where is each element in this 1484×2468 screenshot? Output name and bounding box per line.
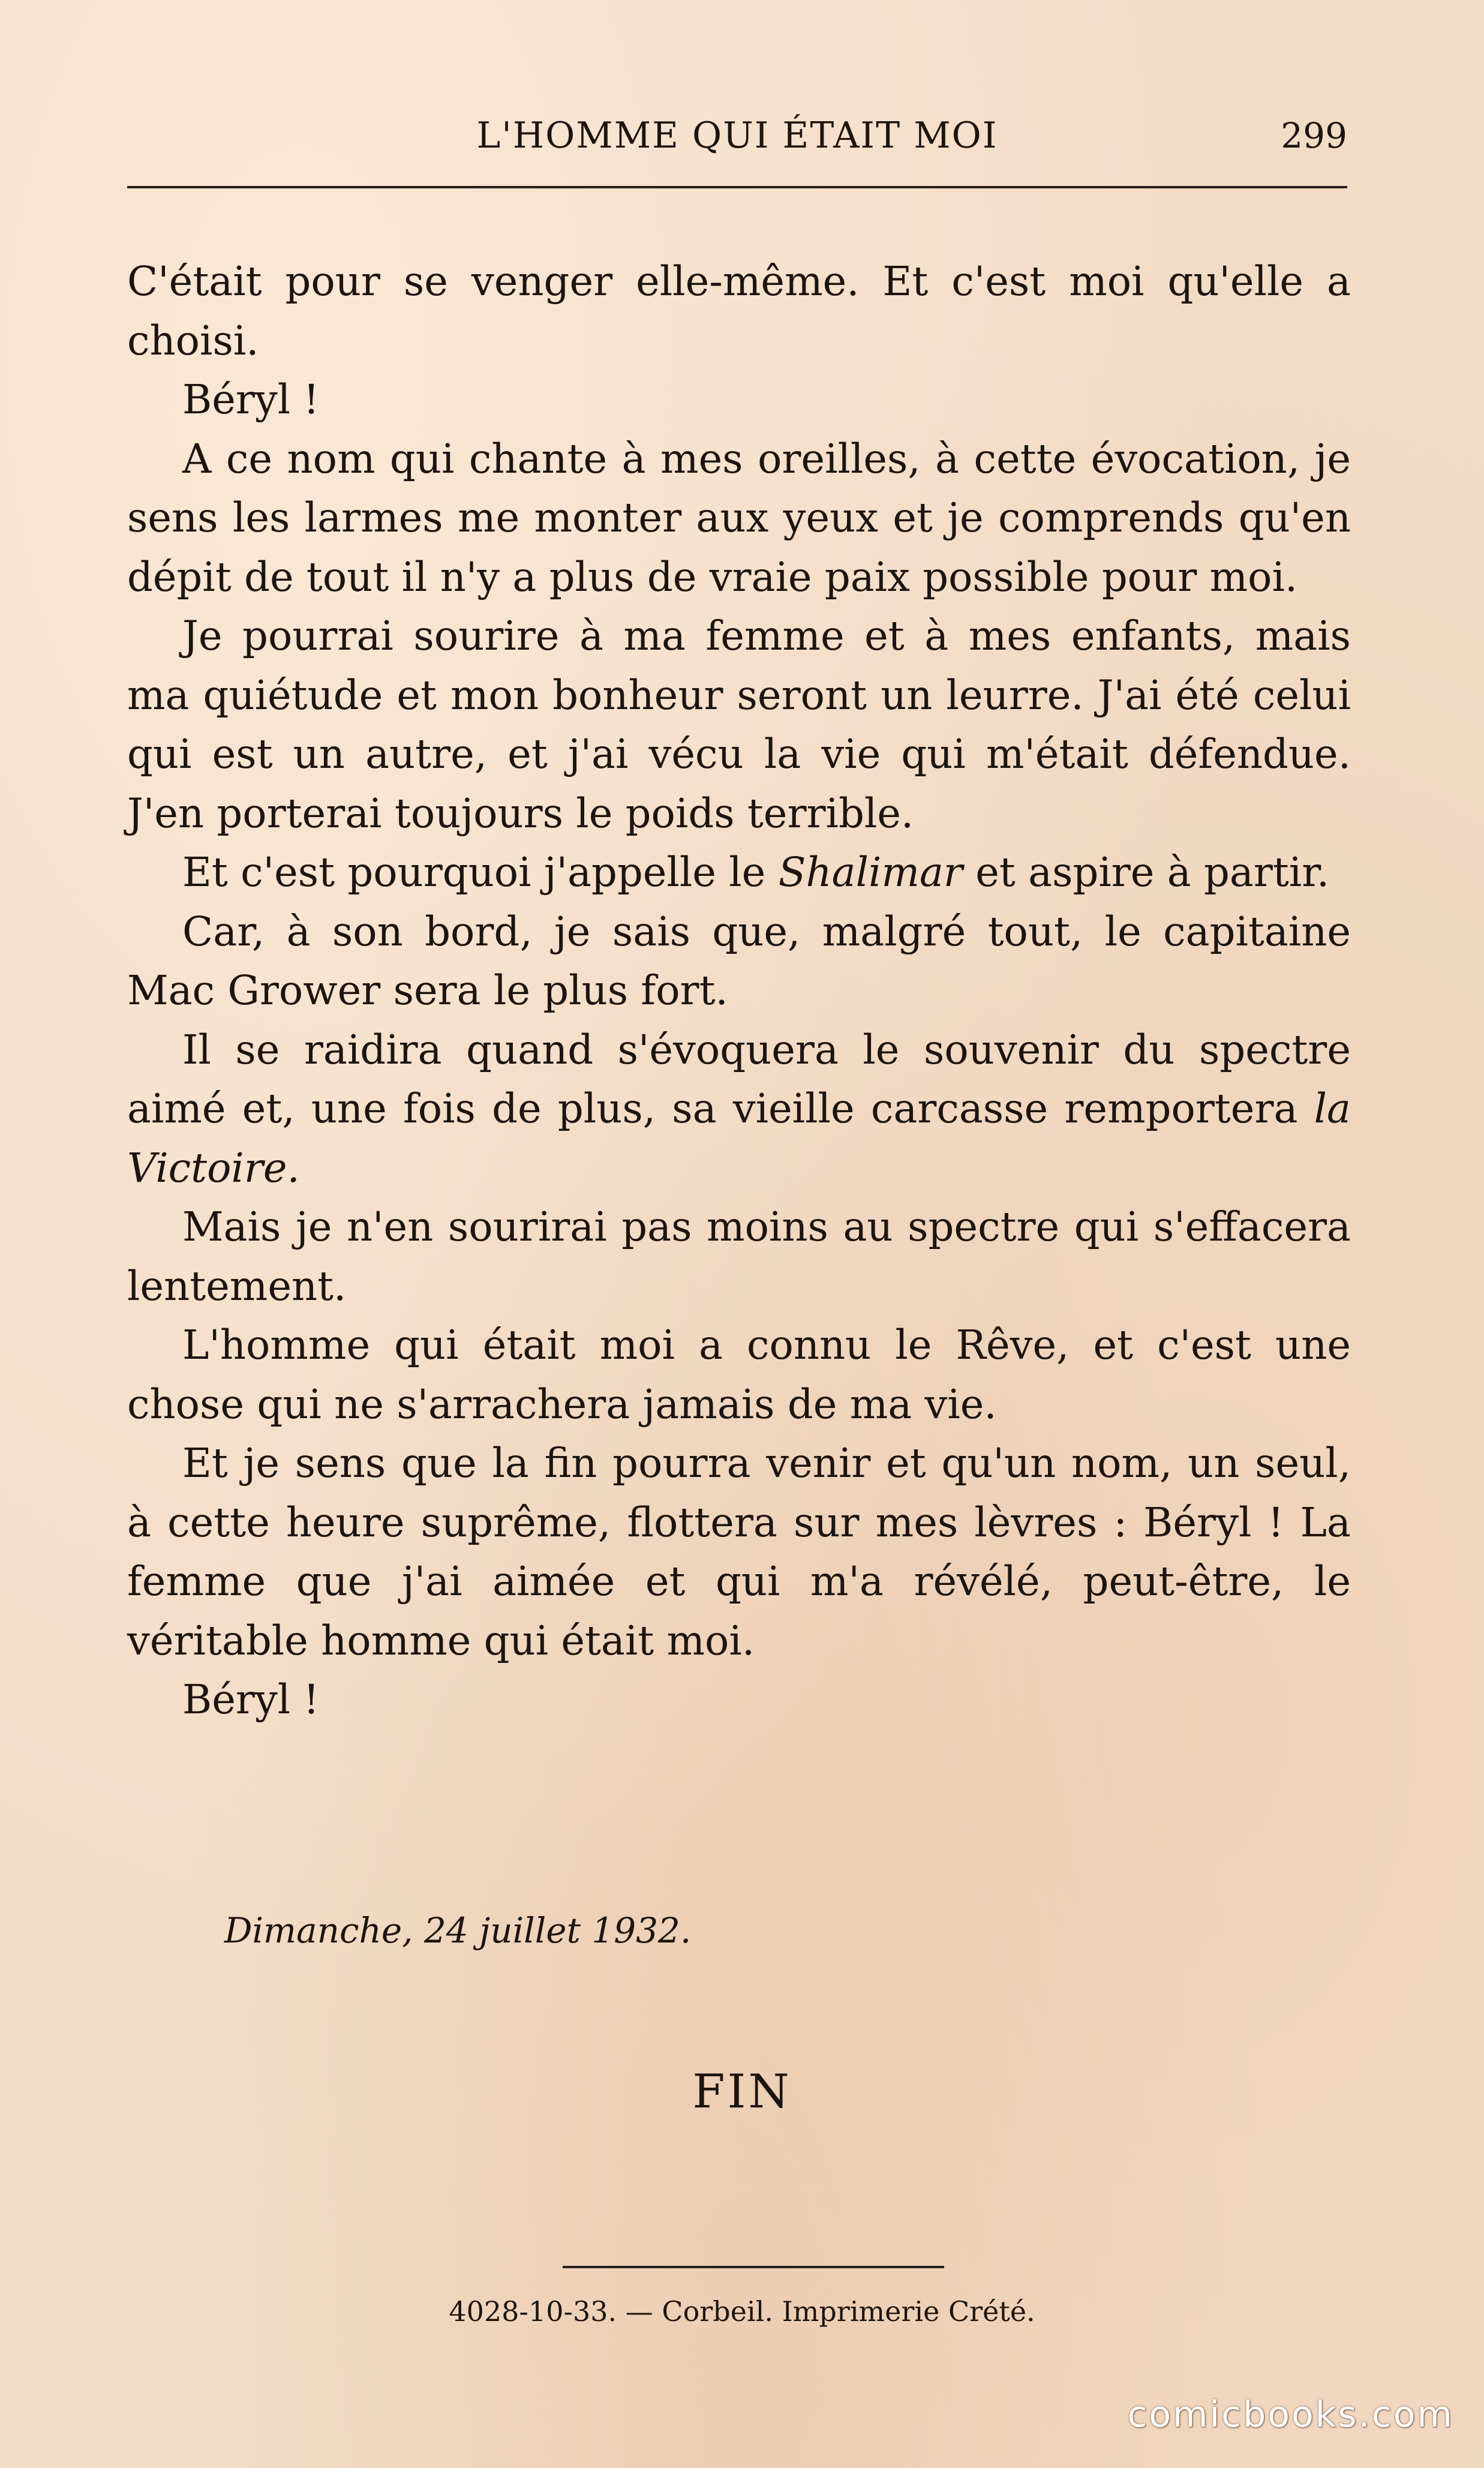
paragraph bbox=[127, 252, 1351, 370]
footer-rule bbox=[563, 2266, 944, 2268]
body-text bbox=[127, 252, 1351, 1730]
text-run: Il se raidira quand s'évoquera le souvenir du spectre aimé et, une fois de plus, sa vieille carcasse remportera bbox=[127, 1026, 1351, 1132]
text-run: Je pourrai sourire à ma femme et à mes enfants, mais ma quiétude et mon bonheur seront un leurre. J'ai été celui qui est un autre, et j'ai vécu la vie qui m'était défendue. J'en porterai toujours le poids terrible. bbox=[127, 613, 1351, 837]
text-run: Et c'est pourquoi j'appelle le bbox=[182, 849, 779, 896]
text-run: Car, à son bord, je sais que, malgré tout, le capitaine Mac Grower sera le plus fort. bbox=[127, 908, 1351, 1014]
paragraph bbox=[127, 843, 1351, 902]
text-run: Béryl ! bbox=[182, 1676, 320, 1723]
italic-text: Shalimar bbox=[778, 849, 963, 896]
running-header bbox=[127, 106, 1347, 166]
text-run: Et je sens que la fin pourra venir et qu'un nom, un seul, à cette heure suprême, flottera sur mes lèvres : Béryl ! La femme que j'ai aimée et qui m'a révélé, peut-être, le véritable homme qui était moi. bbox=[127, 1440, 1351, 1664]
text-run: A ce nom qui chante à mes oreilles, à cette évocation, je sens les larmes me monter aux yeux et je comprends qu'en dépit de tout il n'y a plus de vraie paix possible pour moi. bbox=[127, 435, 1351, 601]
paragraph bbox=[127, 1316, 1351, 1434]
text-run: Béryl ! bbox=[182, 376, 320, 423]
page-number: 299 bbox=[1281, 115, 1347, 156]
paragraph bbox=[127, 1434, 1351, 1670]
running-title: L'HOMME QUI ÉTAIT MOI bbox=[476, 115, 998, 157]
text-run: L'homme qui était moi a connu le Rêve, et c'est une chose qui ne s'arrachera jamais de ma vie. bbox=[127, 1322, 1351, 1428]
date-line: Dimanche, 24 juillet 1932. bbox=[224, 1910, 692, 1951]
paragraph bbox=[127, 1670, 1351, 1730]
paragraph bbox=[127, 370, 1351, 430]
text-run: et aspire à partir. bbox=[962, 849, 1330, 896]
italic-text: la Victoire. bbox=[127, 1085, 1351, 1191]
header-rule bbox=[127, 186, 1347, 188]
text-run: Mais je n'en sourirai pas moins au spectre qui s'effacera lentement. bbox=[127, 1203, 1351, 1310]
paragraph bbox=[127, 902, 1351, 1020]
paragraph bbox=[127, 1020, 1351, 1198]
end-mark: FIN bbox=[692, 2065, 792, 2119]
watermark: comicbooks.com bbox=[1127, 2394, 1454, 2436]
paragraph bbox=[127, 607, 1351, 843]
paragraph bbox=[127, 1197, 1351, 1316]
paragraph bbox=[127, 430, 1351, 607]
text-run: C'était pour se venger elle-même. Et c'est moi qu'elle a choisi. bbox=[127, 258, 1351, 364]
printer-colophon: 4028-10-33. — Corbeil. Imprimerie Crété. bbox=[449, 2295, 1035, 2328]
